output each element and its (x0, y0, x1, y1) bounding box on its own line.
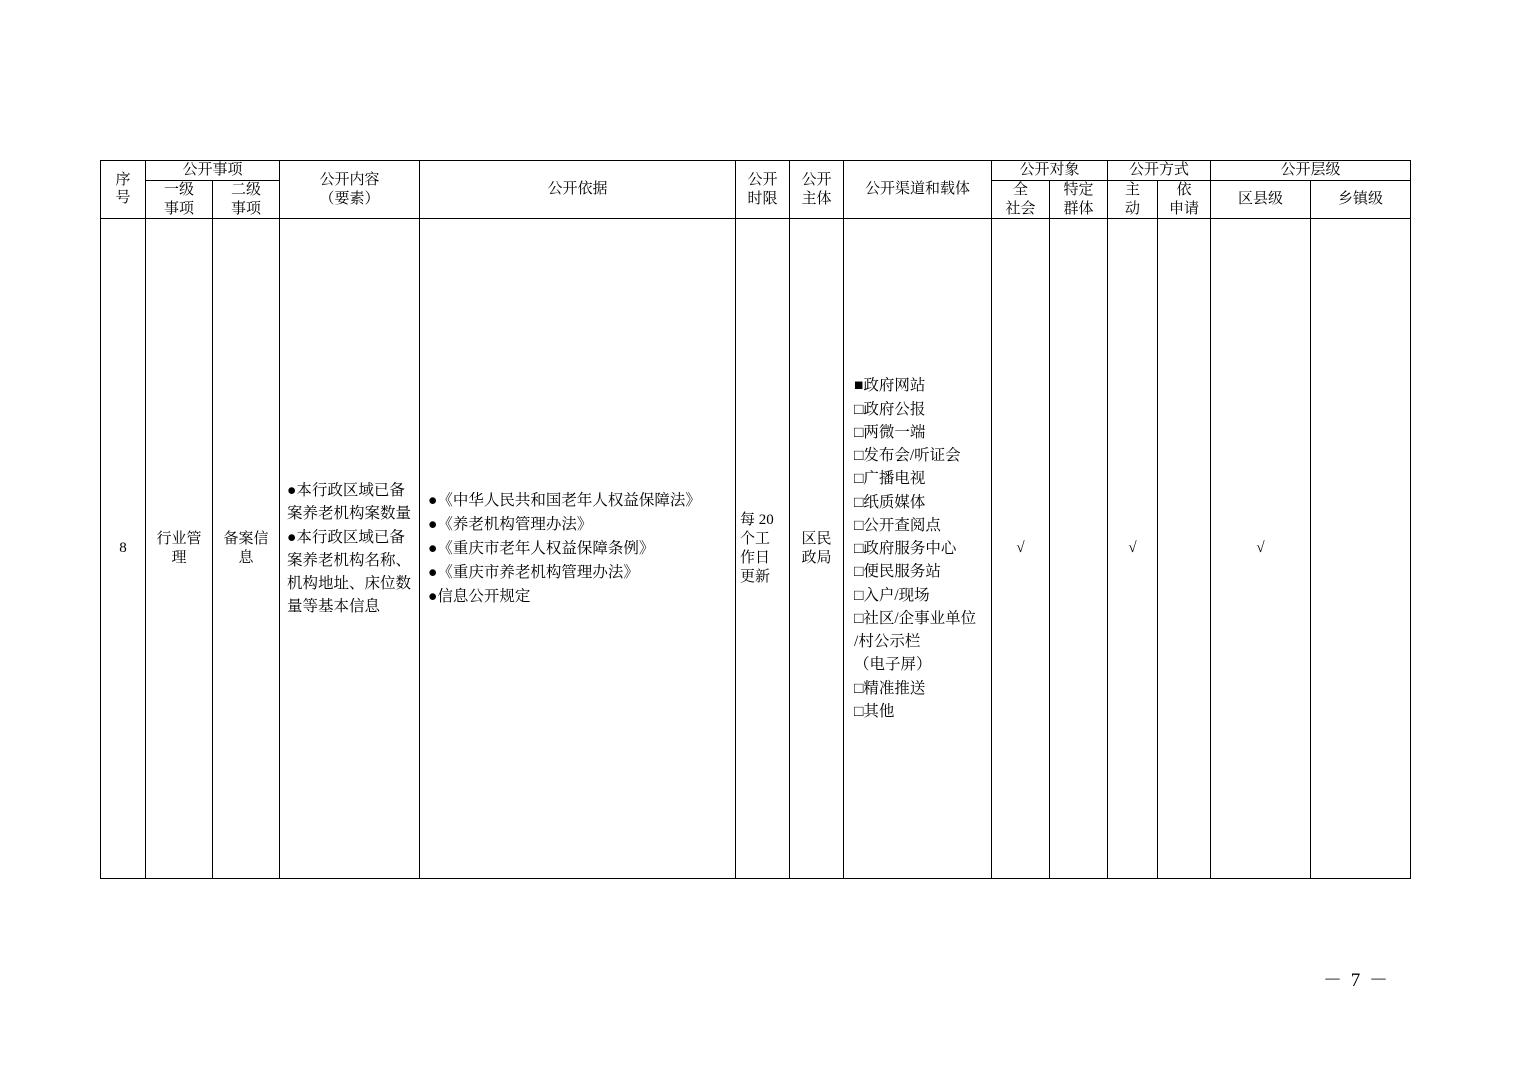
header-on-request: 依 申请 (1158, 180, 1211, 219)
row-basis: ●《中华人民共和国老年人权益保障法》 ●《养老机构管理办法》 ●《重庆市老年人权益保障条例》 ●《重庆市养老机构管理办法》 ●信息公开规定 (420, 219, 736, 879)
row-level1: 行业管 理 (146, 219, 213, 879)
header-subject: 公开 主体 (790, 161, 844, 219)
row-channels: ■政府网站 □政府公报 □两微一端 □发布会/听证会 □广播电视 □纸质媒体 □公开查阅点 □政府服务中心 □便民服务站 □入户/现场 □社区/企事业单位 /村公示栏 （电子屏） □精准推送 □其他 (844, 219, 992, 879)
row-township (1311, 219, 1411, 879)
header-content: 公开内容 （要素） (280, 161, 420, 219)
header-level2: 二级 事项 (213, 180, 280, 219)
row-district: √ (1211, 219, 1311, 879)
row-on-request (1158, 219, 1211, 879)
row-whole-society: √ (992, 219, 1050, 879)
header-level: 公开层级 (1211, 161, 1411, 181)
row-subject: 区民 政局 (790, 219, 844, 879)
disclosure-matrix-table (100, 160, 1411, 879)
header-township: 乡镇级 (1311, 180, 1411, 219)
header-seq: 序 号 (101, 161, 146, 219)
row-active: √ (1108, 219, 1158, 879)
row-time-limit: 每 20 个工 作日 更新 (736, 219, 790, 879)
header-basis: 公开依据 (420, 161, 736, 219)
row-seq: 8 (101, 219, 146, 879)
header-district: 区县级 (1211, 180, 1311, 219)
header-method: 公开方式 (1108, 161, 1211, 181)
header-channel: 公开渠道和载体 (844, 161, 992, 219)
header-audience: 公开对象 (992, 161, 1108, 181)
header-time-limit: 公开 时限 (736, 161, 790, 219)
header-public-items: 公开事项 (146, 161, 280, 181)
page-number: － 7 － (1322, 970, 1390, 991)
header-whole-society: 全 社会 (992, 180, 1050, 219)
header-level1: 一级 事项 (146, 180, 213, 219)
row-content: ●本行政区域已备案养老机构案数量 ●本行政区域已备案养老机构名称、机构地址、床位数量等基本信息 (280, 219, 420, 879)
header-specific-group: 特定 群体 (1050, 180, 1108, 219)
header-active: 主 动 (1108, 180, 1158, 219)
row-level2: 备案信 息 (213, 219, 280, 879)
row-specific-group (1050, 219, 1108, 879)
